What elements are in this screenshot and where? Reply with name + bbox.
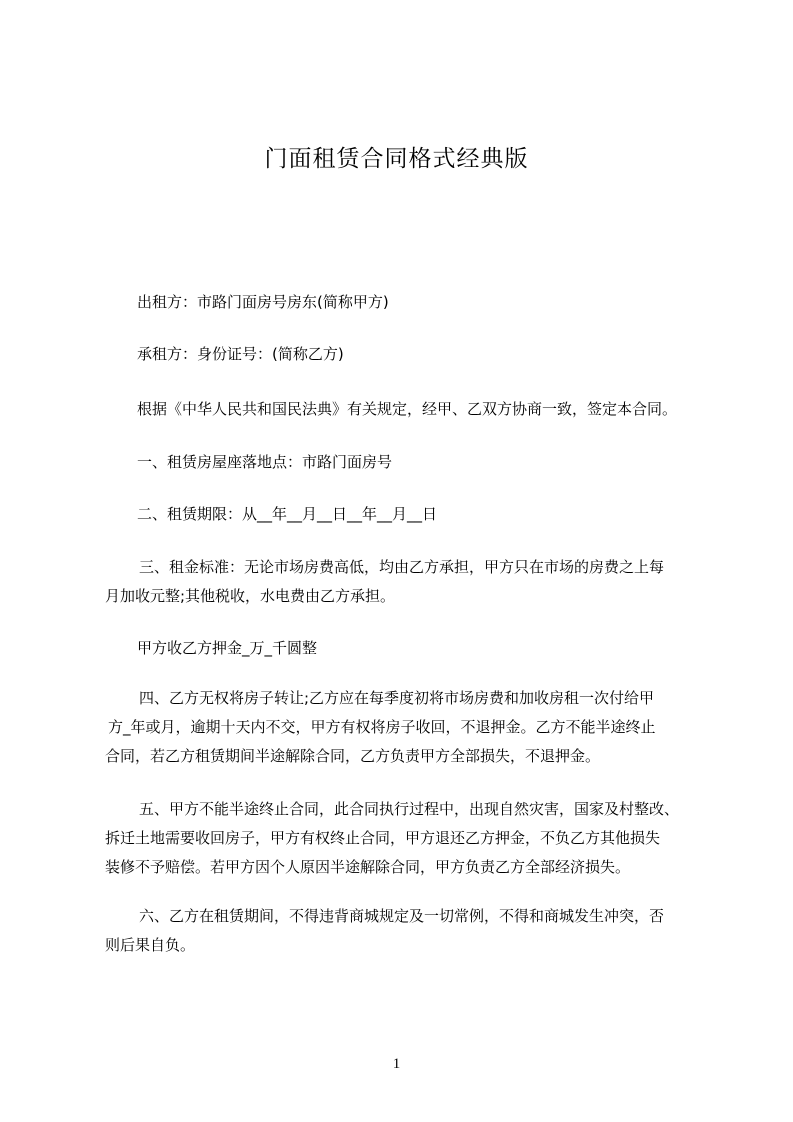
- clause-conduct: [105, 902, 664, 960]
- paragraph-deposit: [137, 634, 317, 663]
- page-number: 1: [392, 1056, 401, 1072]
- paragraph-line: 拆迁土地需要收回房子，甲方有权终止合同，甲方退还乙方押金，不负乙方其他损失: [105, 829, 661, 847]
- paragraph-line: 二、租赁期限：从__年__月__日__年__月__日: [137, 505, 438, 523]
- paragraph-line: 则后果自负。: [105, 936, 196, 954]
- paragraph-lessor: [137, 288, 389, 317]
- paragraph-preamble: [137, 395, 677, 424]
- document-title: 门面租赁合同格式经典版: [264, 146, 529, 172]
- clause-termination: [105, 795, 679, 882]
- paragraph-line: 方_年或月，逾期十天内不交，甲方有权将房子收回，不退押金。乙方不能半途终止: [108, 718, 656, 736]
- paragraph-line: 月加收元整;其他税收，水电费由乙方承担。: [105, 587, 396, 605]
- paragraph-line: 一、租赁房屋座落地点：市路门面房号: [137, 453, 393, 471]
- clause-location: [137, 448, 392, 477]
- paragraph-line: 五、甲方不能半途终止合同，此合同执行过程中，出现自然灾害，国家及村整改、: [139, 800, 680, 818]
- paragraph-line: 甲方收乙方押金_万_千圆整: [137, 639, 318, 657]
- clause-transfer: [105, 684, 656, 771]
- clause-rent: [105, 553, 664, 611]
- paragraph-line: 四、乙方无权将房子转让;乙方应在每季度初将市场房费和加收房租一次付给甲: [139, 689, 655, 707]
- paragraph-line: 三、租金标准：无论市场房费高低，均由乙方承担，甲方只在市场的房费之上每: [139, 558, 665, 576]
- paragraph-line: 出租方：市路门面房号房东(简称甲方): [137, 293, 389, 311]
- clause-term: [137, 500, 437, 529]
- paragraph-line: 承租方：身份证号：(简称乙方): [137, 345, 344, 363]
- paragraph-line: 装修不予赔偿。若甲方因个人原因半途解除合同，甲方负责乙方全部经济损失。: [105, 858, 631, 876]
- paragraph-line: 合同，若乙方租赁期间半途解除合同，乙方负责甲方全部损失，不退押金。: [105, 747, 601, 765]
- paragraph-line: 根据《中华人民共和国民法典》有关规定，经甲、乙双方协商一致，签定本合同。: [137, 400, 678, 418]
- paragraph-line: 六、乙方在租赁期间，不得违背商城规定及一切常例，不得和商城发生冲突，否: [139, 907, 665, 925]
- paragraph-lessee: [137, 340, 344, 369]
